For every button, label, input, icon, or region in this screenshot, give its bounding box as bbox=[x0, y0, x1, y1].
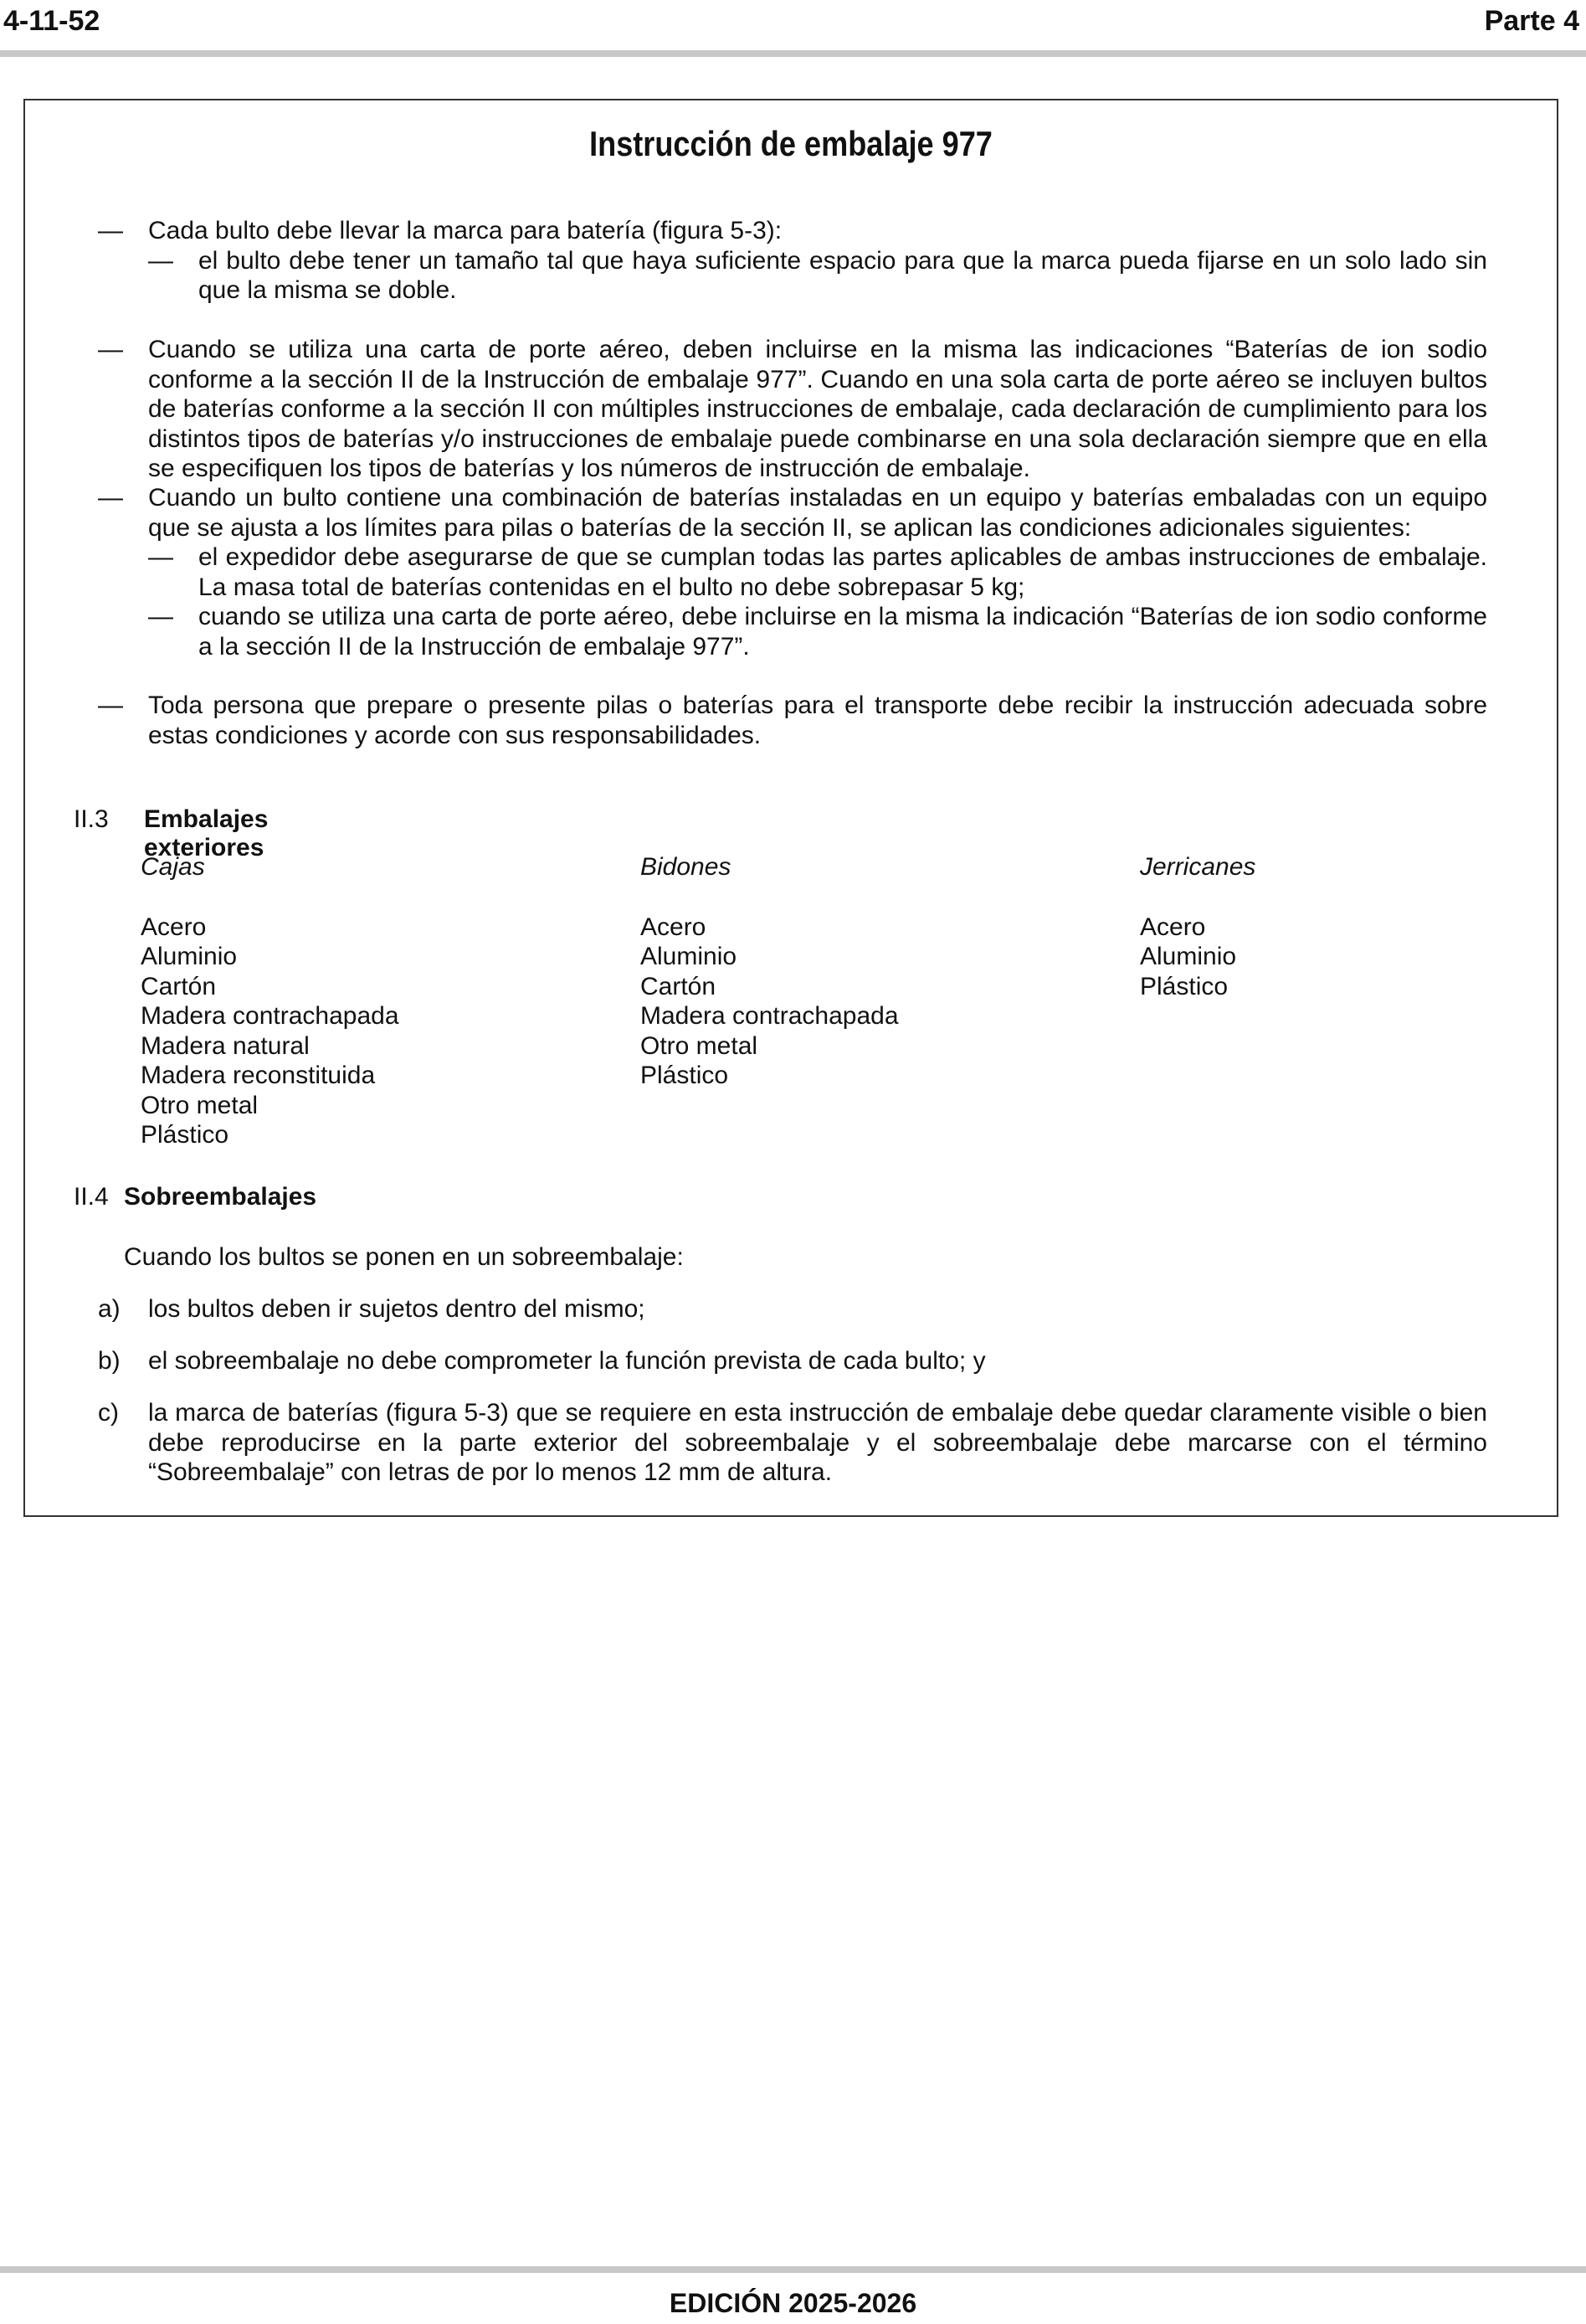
item-text: los bultos deben ir sujetos dentro del mismo; bbox=[148, 1295, 645, 1323]
packaging-column-jerricanes bbox=[1140, 852, 1586, 1001]
footer-rule bbox=[0, 2266, 1586, 2273]
column-item: Plástico bbox=[640, 1062, 729, 1089]
list-item bbox=[98, 216, 1487, 306]
column-item: Otro metal bbox=[141, 1091, 259, 1119]
page-header bbox=[0, 5, 1586, 39]
column-item: Acero bbox=[141, 913, 207, 941]
page-title: Instrucción de embalaje 977 bbox=[589, 124, 993, 163]
list-item-text: Cada bulto debe llevar la marca para batería (figura 5-3): bbox=[148, 217, 783, 244]
item-label: a) bbox=[98, 1295, 121, 1323]
dash-marker: — bbox=[148, 246, 173, 275]
section-title: Sobreembalajes bbox=[124, 1183, 317, 1211]
page-reference: 4-11-52 bbox=[3, 5, 100, 37]
list-item-text: Cuando se utiliza una carta de porte aéreo, deben incluirse en la misma las indicaciones “Baterías de ion sodio conforme a la sección II de la Instrucción de embalaje 977”. Cuando en una sola carta de porte aéreo se incluyen bultos de baterías conforme a la sección II con múltiples instrucciones de embalaje, cada declaración de cumplimiento para los distintos tipos de baterías y/o instrucciones de embalaje puede combinarse en una sola declaración siempre que en ella se especifiquen los tipos de baterías y los números de instrucción de embalaje. bbox=[148, 336, 1487, 482]
sub-list-item-text: el expedidor debe asegurarse de que se cumplan todas las partes aplicables de ambas instrucciones de embalaje. La masa total de baterías contenidas en el bulto no debe sobrepasar 5 kg; bbox=[198, 543, 1487, 601]
item-label: c) bbox=[98, 1399, 119, 1427]
sub-list-item-text: cuando se utiliza una carta de porte aéreo, debe incluirse en la misma la indicación “Baterías de ion sodio conforme a la sección II de la Instrucción de embalaje 977”. bbox=[198, 603, 1487, 661]
column-item: Cartón bbox=[640, 972, 716, 1000]
lettered-item bbox=[98, 1346, 1487, 1376]
column-item: Aluminio bbox=[141, 943, 238, 970]
column-item: Madera natural bbox=[141, 1031, 310, 1060]
sub-list-item-text: el bulto debe tener un tamaño tal que haya suficiente espacio para que la marca pueda fijarse en un solo lado sin que la misma se doble. bbox=[198, 246, 1487, 304]
column-item: Madera contrachapada bbox=[141, 1002, 399, 1030]
list-item bbox=[98, 335, 1487, 484]
list-item-text: Toda persona que prepare o presente pilas o baterías para el transporte debe recibir la instrucción adecuada sobre estas condiciones y acorde con sus responsabilidades. bbox=[148, 692, 1487, 749]
dash-marker: — bbox=[98, 336, 123, 363]
section-number: II.3 bbox=[74, 805, 109, 833]
column-item: Madera contrachapada bbox=[640, 1002, 899, 1030]
lettered-item bbox=[98, 1294, 1487, 1324]
column-item: Plástico bbox=[1140, 972, 1229, 1000]
column-item: Madera reconstituida bbox=[141, 1062, 376, 1089]
list-item-text: Cuando un bulto contiene una combinación de baterías instaladas en un equipo y baterías embaladas con un equipo que se ajusta a los límites para pilas o baterías de la sección II, se aplican las condiciones adicionales siguientes: bbox=[148, 484, 1487, 542]
column-item: Otro metal bbox=[640, 1031, 758, 1060]
header-rule bbox=[0, 50, 1586, 57]
packaging-column-bidones bbox=[640, 852, 1109, 1091]
sub-list-item bbox=[148, 542, 1487, 602]
column-heading: Bidones bbox=[640, 853, 731, 881]
section-title: Embalajes exteriores bbox=[144, 805, 269, 861]
dash-marker: — bbox=[98, 484, 123, 512]
section-intro: Cuando los bultos se ponen en un sobreembalaje: bbox=[124, 1243, 684, 1271]
dash-marker: — bbox=[148, 543, 173, 571]
column-item: Acero bbox=[1140, 913, 1206, 941]
item-label: b) bbox=[98, 1347, 121, 1375]
column-heading: Jerricanes bbox=[1140, 853, 1256, 881]
column-item: Aluminio bbox=[1140, 943, 1237, 970]
column-item: Cartón bbox=[141, 972, 217, 1000]
lettered-item bbox=[98, 1398, 1487, 1488]
sub-list-item bbox=[148, 602, 1487, 661]
column-item: Aluminio bbox=[640, 943, 737, 970]
column-item: Plástico bbox=[141, 1121, 229, 1149]
item-text: la marca de baterías (figura 5-3) que se requiere en esta instrucción de embalaje debe quedar claramente visible o bien debe reproducirse en la parte exterior del sobreembalaje y el sobreembalaje debe marcarse con el término “Sobreembalaje” con letras de por lo menos 12 mm de altura. bbox=[148, 1399, 1487, 1486]
packaging-column-cajas bbox=[141, 852, 609, 1150]
edition-footer: EDICIÓN 2025-2026 bbox=[669, 2288, 917, 2318]
part-label: Parte 4 bbox=[1484, 5, 1579, 37]
dash-marker: — bbox=[98, 217, 123, 244]
column-heading: Cajas bbox=[141, 853, 205, 881]
dash-marker: — bbox=[148, 603, 173, 630]
sub-list-item bbox=[148, 246, 1487, 306]
list-item bbox=[98, 691, 1487, 750]
section-number: II.4 bbox=[74, 1183, 109, 1211]
list-item bbox=[98, 483, 1487, 661]
column-item: Acero bbox=[640, 913, 706, 941]
dash-marker: — bbox=[98, 692, 123, 719]
item-text: el sobreembalaje no debe comprometer la función prevista de cada bulto; y bbox=[148, 1347, 986, 1375]
